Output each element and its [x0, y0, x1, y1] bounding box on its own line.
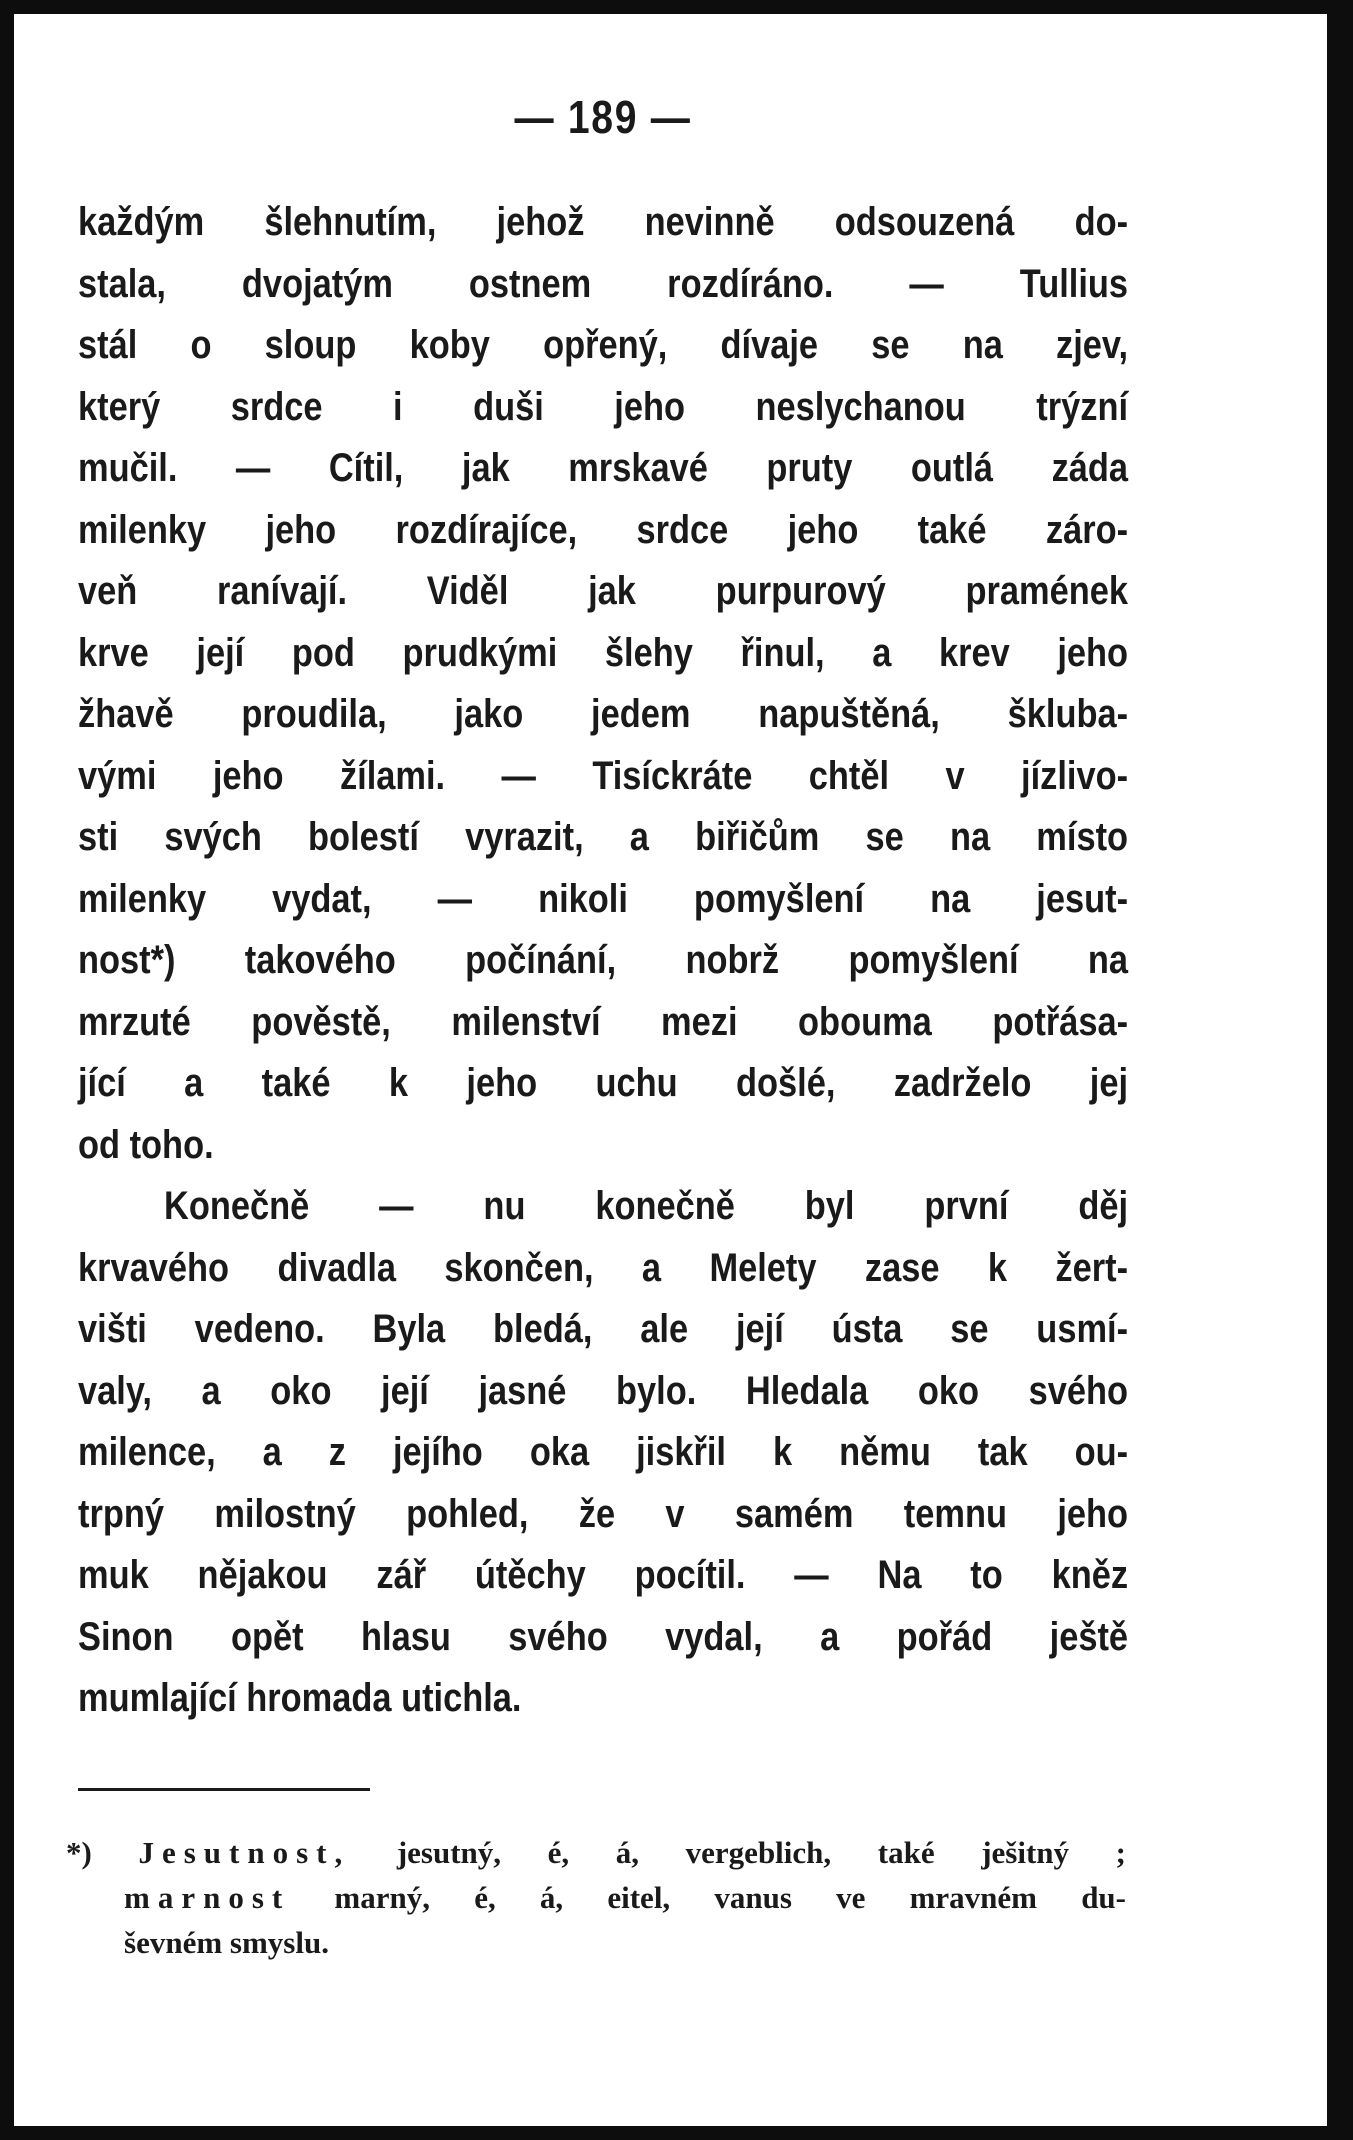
- scan-edge-left: [0, 0, 14, 2140]
- footnote-line: [66, 1830, 1126, 1875]
- footnote-divider: [78, 1788, 370, 1791]
- text-line: višti vedeno. Byla bledá, ale její ústa se usmí-: [78, 1307, 1129, 1351]
- text-line: každým šlehnutím, jehož nevinně odsouzená do-: [78, 200, 1129, 244]
- text-line: krve její pod prudkými šlehy řinul, a krev jeho: [78, 630, 1129, 675]
- text-line: nost*) takového počínání, nobrž pomyšlení na: [78, 938, 1129, 982]
- text-line: vými jeho žílami. — Tisíckráte chtěl v jízlivo-: [78, 753, 1129, 798]
- footnote-term: marnost: [124, 1880, 291, 1915]
- text-line: mumlající hromada utichla.: [78, 1676, 522, 1720]
- text-line: Sinon opět hlasu svého vydal, a pořád ještě: [78, 1614, 1129, 1659]
- footnote-line: ševném smyslu.: [124, 1925, 329, 1960]
- text-line: mučil. — Cítil, jak mrskavé pruty outlá záda: [78, 446, 1129, 490]
- text-line: sti svých bolestí vyrazit, a biřičům se na místo: [78, 815, 1129, 859]
- footnote-line: [66, 1875, 1126, 1920]
- scan-edge-top: [0, 0, 1353, 14]
- text-line: milenky vydat, — nikoli pomyšlení na jesut-: [78, 876, 1129, 921]
- text-line: krvavého divadla skončen, a Melety zase k žert-: [78, 1245, 1129, 1290]
- text-line: muk nějakou zář útěchy pocítil. — Na to kněz: [78, 1553, 1129, 1597]
- page-content: [78, 80, 1128, 1730]
- text-line: od toho.: [78, 1122, 214, 1167]
- text-line: mrzuté pověstě, milenství mezi obouma potřása-: [78, 999, 1129, 1044]
- text-line: stál o sloup koby opřený, dívaje se na zjev,: [78, 323, 1129, 367]
- footnote-term: Jesutnost,: [138, 1835, 351, 1870]
- text-line: jící a také k jeho uchu došlé, zadrželo jej: [78, 1061, 1129, 1105]
- text-line: trpný milostný pohled, že v samém temnu jeho: [78, 1491, 1129, 1536]
- footnote-text: marný, é, á, eitel, vanus ve mravném du-: [334, 1880, 1126, 1915]
- scan-edge-right: [1327, 0, 1353, 2140]
- text-line: milence, a z jejího oka jiskřil k němu tak ou-: [78, 1430, 1129, 1474]
- text-line: který srdce i duši jeho neslychanou trýzní: [78, 384, 1129, 429]
- text-line: žhavě proudila, jako jedem napuštěná, škluba-: [78, 692, 1129, 736]
- page-number: — 189 —: [514, 91, 692, 143]
- text-line: Konečně — nu konečně byl první děj: [164, 1184, 1129, 1228]
- footnote: [66, 1830, 1126, 1965]
- scan-edge-bottom: [0, 2126, 1353, 2140]
- text-line: stala, dvojatým ostnem rozdíráno. — Tullius: [78, 261, 1129, 306]
- text-line: valy, a oko její jasné bylo. Hledala oko svého: [78, 1368, 1129, 1413]
- footnote-text: jesutný, é, á, vergeblich, také ješitný ;: [396, 1835, 1126, 1870]
- text-line: milenky jeho rozdírajíce, srdce jeho také záro-: [78, 507, 1129, 552]
- body-text: [78, 192, 1128, 1730]
- text-line: veň ranívají. Viděl jak purpurový pramének: [78, 569, 1129, 613]
- footnote-marker: *): [66, 1835, 92, 1870]
